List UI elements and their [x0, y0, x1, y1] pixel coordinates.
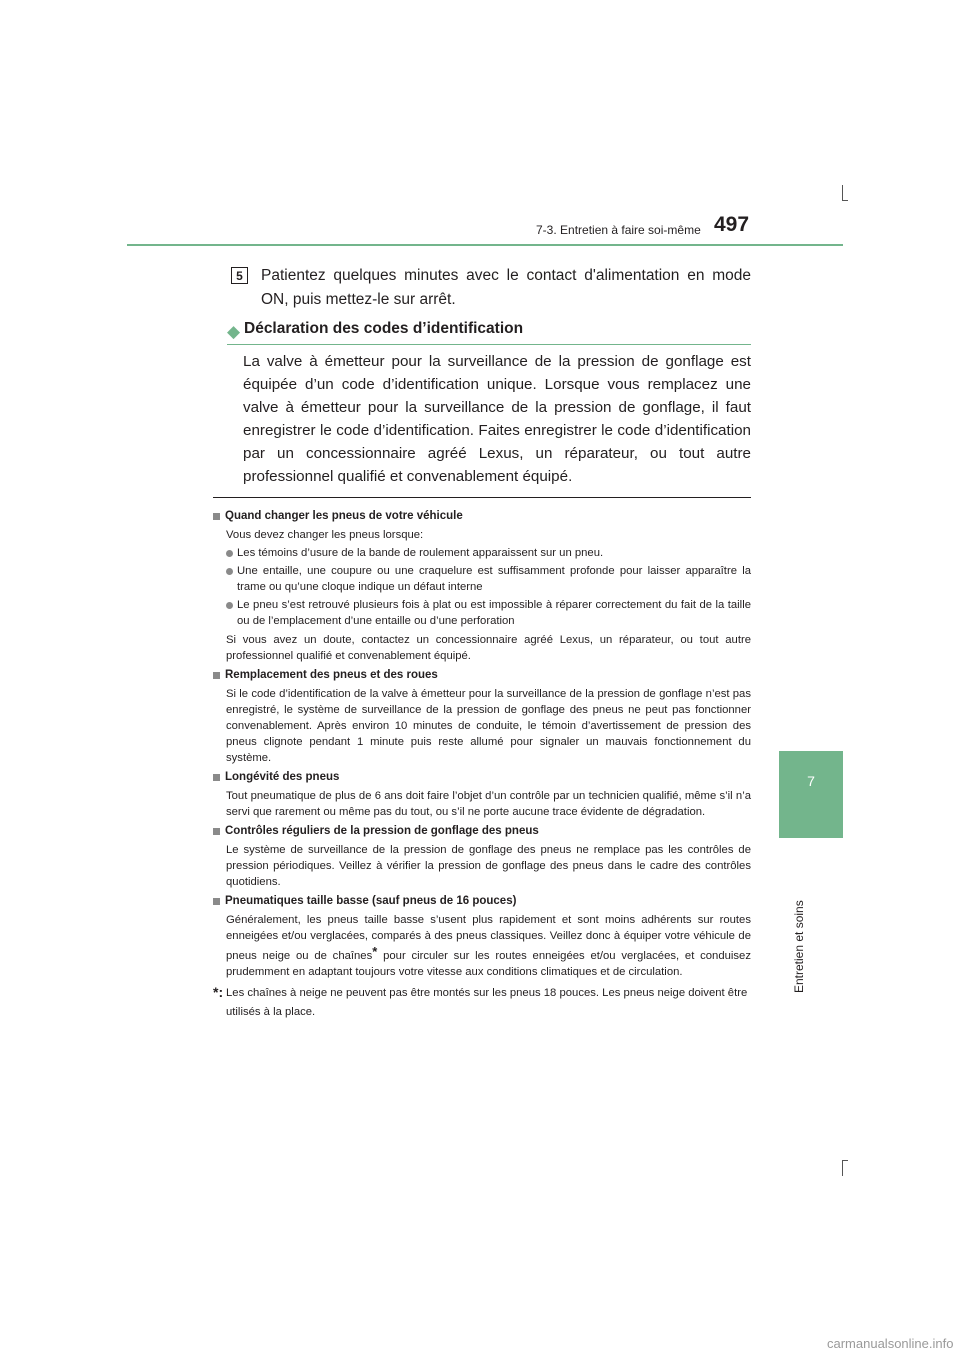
square-bullet-icon [213, 672, 220, 679]
square-bullet-icon [213, 898, 220, 905]
circle-bullet-icon [226, 550, 233, 557]
list-item [226, 597, 751, 629]
list-item-text: Une entaille, une coupure ou une craquelure est suffisamment profonde pour laisser apparaître la trame ou qu’une cloque indique un défaut interne [237, 565, 751, 593]
note-heading [213, 823, 751, 839]
header-rule [127, 244, 843, 246]
chapter-number: 7 [807, 773, 815, 789]
square-bullet-icon [213, 828, 220, 835]
note-title: Longévité des pneus [225, 771, 340, 783]
diamond-icon: ◆ [227, 322, 241, 341]
crop-mark [842, 1160, 848, 1161]
note-heading [213, 667, 751, 683]
note-title: Pneumatiques taille basse (sauf pneus de 16 pouces) [225, 895, 517, 907]
note-heading [213, 769, 751, 785]
chapter-title [792, 853, 810, 993]
subsection-rule [227, 344, 751, 345]
chapter-tab [779, 751, 843, 838]
footnote-marker: *: [213, 984, 224, 1000]
square-bullet-icon [213, 774, 220, 781]
notes-divider [213, 497, 751, 498]
note-title: Quand changer les pneus de votre véhicule [225, 510, 463, 522]
note-body [226, 912, 751, 980]
note-body-part: Généralement, les pneus taille basse s’usent plus rapidement et sont moins adhérents sur routes enneigées et/ou verglacées, comparés à des pneus classiques. Veillez donc à équiper votre véhicule de pneus neige ou de chaînes [226, 914, 751, 962]
note-body: Si le code d’identification de la valve à émetteur pour la surveillance de la pression de gonflage n’est pas enregistré, le système de surveillance de la pression de gonflage des pneus ne peut pas fonctionner convenablement. Après environ 10 minutes de conduite, le témoin d’avertissement de pression des pneus clignote pendant 1 minute puis reste allumé pour signaler un mauvais fonctionnement du système. [226, 688, 751, 764]
square-bullet-icon [213, 513, 220, 520]
chapter-title-label: Entretien et soins [792, 900, 806, 993]
notes-section [213, 505, 751, 1022]
note-title: Remplacement des pneus et des roues [225, 669, 438, 681]
step-text: Patientez quelques minutes avec le contact d'alimentation en mode ON, puis mettez-le sur arrêt. [261, 267, 751, 308]
crop-mark [842, 185, 843, 201]
page-number: 497 [714, 213, 750, 236]
crop-mark [842, 1160, 843, 1176]
note-body: Si vous avez un doute, contactez un concessionnaire agréé Lexus, un réparateur, ou tout autre professionnel qualifié et convenablement équipé. [226, 634, 751, 662]
circle-bullet-icon [226, 568, 233, 575]
crop-mark [842, 200, 848, 201]
section-label: 7-3. Entretien à faire soi-même [536, 223, 701, 237]
list-item-text: Le pneu s’est retrouvé plusieurs fois à plat ou est impossible à réparer correctement du fait de la taille ou de l’emplacement d’une entaille ou d’une perforation [237, 599, 751, 627]
step-number-badge: 5 [231, 267, 248, 284]
note-body: Le système de surveillance de la pression de gonflage des pneus ne remplace pas les contrôles de pression périodiques. Veillez à vérifier la pression de gonflage des pneus dans le cadre des contrôles quotidiens. [226, 844, 751, 888]
watermark: carmanualsonline.info [827, 1336, 954, 1351]
note-heading [213, 508, 751, 524]
main-paragraph: La valve à émetteur pour la surveillance de la pression de gonflage est équipée d’un code d’identification unique. Lorsque vous remplacez une valve à émetteur pour la surveillance de la pression de gonflage, il faut enregistrer le code d’identification. Faites enregistrer le code d’identification par un concessionnaire agréé Lexus, un réparateur, ou tout autre professionnel qualifié et convenablement équipé. [243, 353, 751, 485]
note-heading [213, 893, 751, 909]
note-title: Contrôles réguliers de la pression de gonflage des pneus [225, 825, 539, 837]
circle-bullet-icon [226, 602, 233, 609]
footnote-text: Les chaînes à neige ne peuvent pas être montés sur les pneus 18 pouces. Les pneus neige doivent être utilisés à la place. [226, 987, 748, 1018]
list-item [226, 563, 751, 595]
subsection-title: Déclaration des codes d’identification [244, 320, 524, 337]
note-body: Tout pneumatique de plus de 6 ans doit faire l’objet d’un contrôle par un technicien qualifié, même s’il n’a servi que rarement ou même pas du tout, ou s’il ne porte aucune trace évidente de dégradation. [226, 790, 751, 818]
list-item [226, 545, 751, 561]
note-body: Vous devez changer les pneus lorsque: [226, 529, 424, 541]
footnote-marker: * [372, 944, 378, 959]
footnote [213, 984, 751, 1022]
note-body-part: pour circuler sur les routes enneigées et/ou verglacées, et conduisez prudemment en adaptant toujours votre vitesse aux conditions climatiques et de circulation. [226, 950, 751, 978]
list-item-text: Les témoins d’usure de la bande de roulement apparaissent sur un pneu. [237, 547, 604, 559]
